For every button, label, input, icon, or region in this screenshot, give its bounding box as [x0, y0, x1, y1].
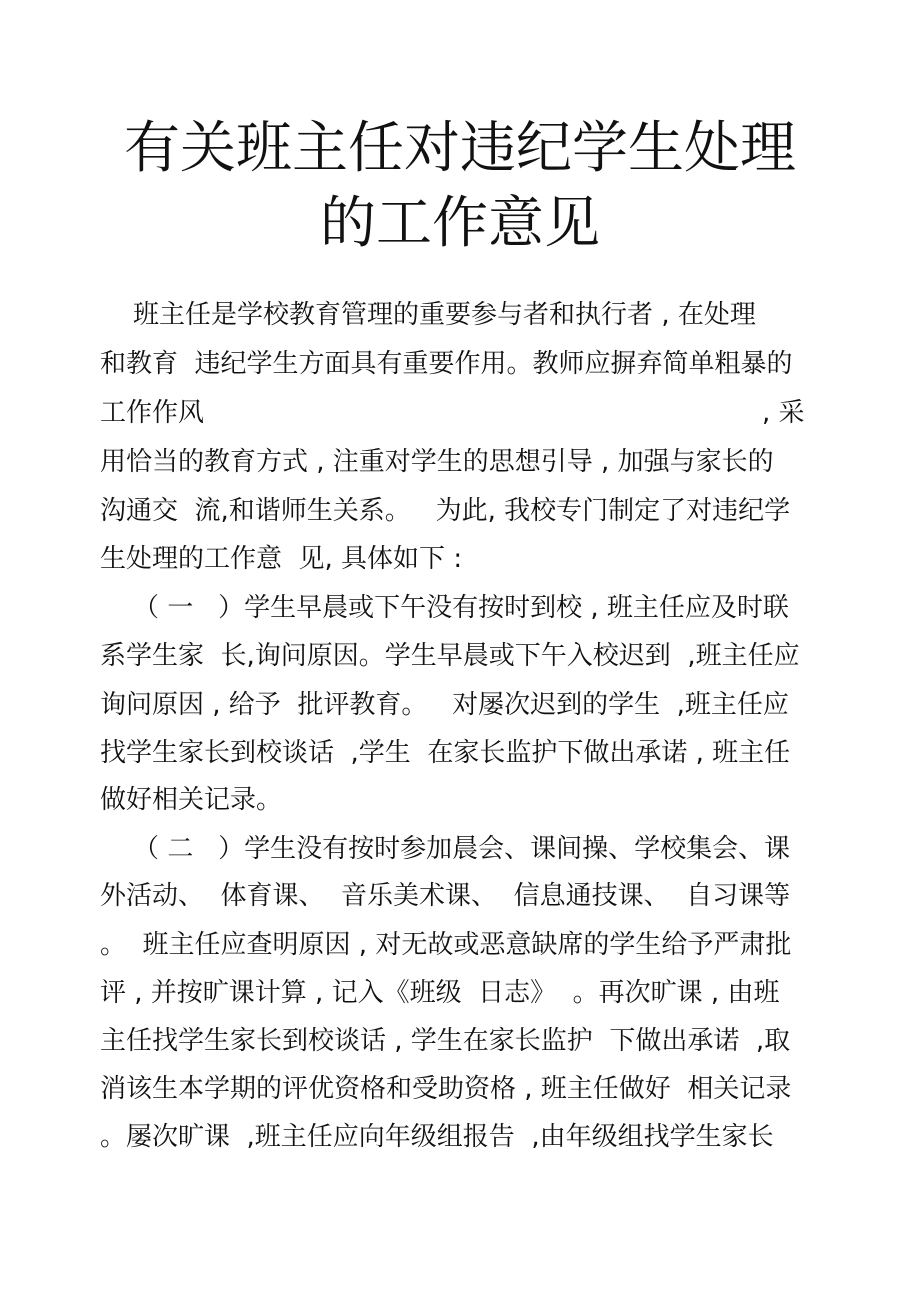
body-line-3-right: , 采 — [762, 398, 805, 428]
body-line-5: 沟通交 流,和谐师生关系。 为此, 我校专门制定了对违纪学 — [100, 496, 791, 526]
body-line-15: 评 , 并按旷课计算 , 记入《班级 日志》 。再次旷课 , 由班 — [100, 978, 780, 1008]
body-line-2: 和教育 违纪学生方面具有重要作用。教师应摒弃简单粗暴的 — [100, 349, 793, 379]
body-line-4: 用恰当的教育方式 , 注重对学生的思想引导 , 加强与家长的 — [100, 447, 774, 477]
body-line-16: 主任找学生家长到校谈话 , 学生在家长监护 下做出承诺 ,取 — [100, 1026, 791, 1056]
body-line-13: 外活动、 体育课、 音乐美术课、 信息通技课、 自习课等 — [100, 881, 791, 911]
body-line-12: （ 二 ）学生没有按时参加晨会、课间操、学校集会、课 — [100, 834, 791, 864]
body-line-10: 找学生家长到校谈话 ,学生 在家长监护下做出承诺 , 班主任 — [100, 738, 791, 768]
body-line-9: 询问原因 , 给予 批评教育。 对屡次迟到的学生 ,班主任应 — [100, 690, 789, 720]
body-line-3: 工作作风 — [100, 398, 205, 428]
body-line-18: 。屡次旷课 ,班主任应向年级组报告 ,由年级组找学生家长 — [100, 1122, 774, 1152]
body-line-8: 系学生家 长,询问原因。学生早晨或下午入校迟到 ,班主任应 — [100, 641, 800, 671]
body-line-11: 做好相关记录。 — [100, 785, 283, 815]
document-title — [60, 112, 860, 262]
body-line-6: 生处理的工作意 见, 具体如下 : — [100, 544, 463, 574]
body-line-17: 消该生本学期的评优资格和受助资格 , 班主任做好 相关记录 — [100, 1074, 792, 1104]
body-line-1: 班主任是学校教育管理的重要参与者和执行者 , 在处理 — [100, 300, 756, 330]
title-line-2: 的工作意见 — [320, 191, 600, 256]
body-line-14: 。 班主任应查明原因 , 对无故或恶意缺席的学生给予严肃批 — [100, 930, 792, 960]
body-line-7: （ 一 ）学生早晨或下午没有按时到校 , 班主任应及时联 — [100, 593, 789, 623]
title-line-1: 有关班主任对违纪学生处理 — [124, 116, 796, 181]
